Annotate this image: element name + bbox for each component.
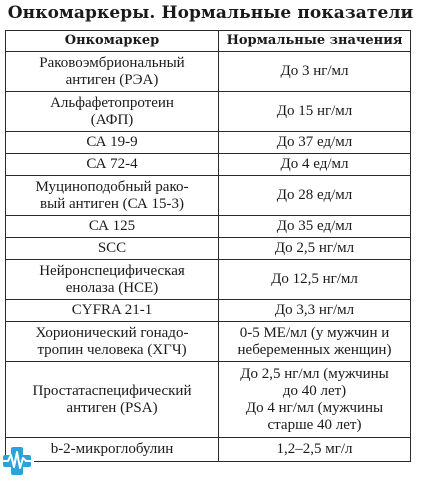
marker-cell [6,300,219,322]
norm-cell [219,300,411,322]
norm-text: До 4 ед/мл [280,156,349,172]
table-row [6,362,411,438]
marker-text: тропин человека (ХГЧ) [37,341,187,358]
marker-cell [6,260,219,300]
norm-text: 1,2–2,5 мг/л [276,441,353,457]
norm-text: До 2,5 нг/мл [274,240,355,256]
table-row [6,132,411,154]
marker-text: Хорионический гонадо- [35,324,189,341]
norm-text: До 12,5 нг/мл [271,271,358,287]
marker-cell [6,362,219,438]
marker-cell [6,322,219,362]
norm-cell [219,154,411,176]
marker-cell [6,238,219,260]
table-header-row [6,31,411,52]
norm-text: До 28 ед/мл [276,187,353,203]
table-row [6,438,411,462]
norm-cell [219,176,411,216]
norm-cell [219,238,411,260]
marker-text: СА 125 [88,218,136,234]
norm-text: До 35 ед/мл [276,218,353,234]
marker-cell [6,176,219,216]
table-row [6,260,411,300]
marker-text: Муциноподобный рако- [35,178,189,195]
marker-text: енолаза (НСЕ) [65,279,159,296]
marker-text: СА 72-4 [86,156,138,172]
norm-text: старше 40 лет) [267,416,362,433]
norm-cell [219,438,411,462]
marker-cell [6,216,219,238]
marker-text: СА 19-9 [86,134,138,150]
page-title: Онкомаркеры. Нормальные показатели [7,3,414,23]
marker-cell [6,52,219,92]
marker-text: Альфафетопротеин [50,94,174,111]
norm-text: До 3 нг/мл [280,63,349,79]
table-row [6,154,411,176]
marker-text: Нейронспецифическая [39,262,185,279]
marker-text: b-2-микроглобулин [50,441,174,457]
table-row [6,176,411,216]
marker-text: антиген (РЭА) [65,71,159,88]
marker-text: вый антиген (СА 15-3) [40,195,184,212]
norm-cell [219,260,411,300]
norm-cell [219,52,411,92]
marker-text: Раковоэмбриональный [39,54,185,71]
marker-text: CYFRA 21-1 [71,302,153,318]
norm-text: До 4 нг/мл (мужчины [245,399,384,416]
table-row [6,216,411,238]
norm-text: небеременных женщин) [237,341,392,358]
norm-text: До 2,5 нг/мл (мужчины [240,365,389,382]
table-row [6,322,411,362]
table-row [6,92,411,132]
marker-text: Простатаспецифический [32,382,192,399]
table-row [6,52,411,92]
marker-cell [6,438,219,462]
norm-cell [219,132,411,154]
norm-cell [219,216,411,238]
marker-cell [6,92,219,132]
marker-text: SCC [97,240,127,256]
norm-text: До 15 нг/мл [276,103,353,119]
table-row [6,300,411,322]
norm-cell [219,362,411,438]
header-norm: Нормальные значения [219,31,411,52]
norm-text: До 3,3 нг/мл [274,302,355,318]
norm-cell [219,322,411,362]
marker-text: (АФП) [90,111,134,128]
marker-text: антиген (PSA) [66,399,158,416]
header-marker: Онкомаркер [6,31,219,52]
table-row [6,238,411,260]
norm-cell [219,92,411,132]
norm-text: 0-5 МЕ/мл (у мужчин и [239,324,390,341]
medical-cross-heartbeat-icon [0,446,34,476]
norm-text: До 37 ед/мл [276,134,353,150]
oncomarkers-table [5,30,411,462]
marker-cell [6,132,219,154]
norm-text: до 40 лет) [282,382,347,399]
marker-cell [6,154,219,176]
